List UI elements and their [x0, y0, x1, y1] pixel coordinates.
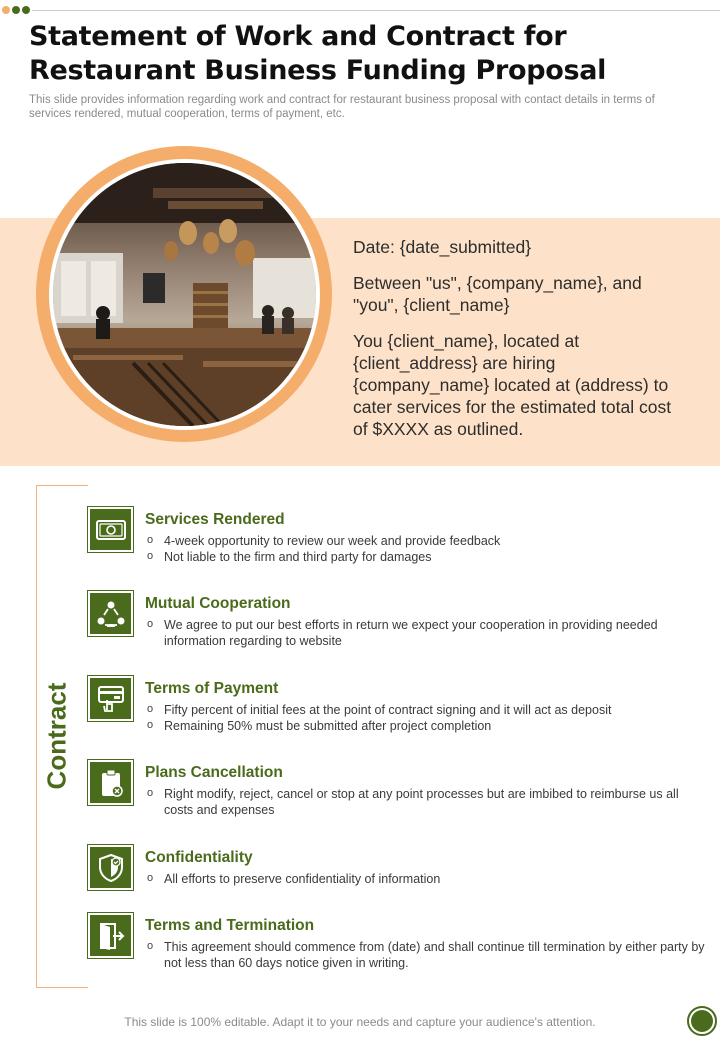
bullet-text: o This agreement should commence from (date) and shall continue till termination by either party by not less than 60 days notice given in writing. [145, 939, 705, 971]
parties-line: Between "us", {company_name}, and "you", {client_name} [353, 273, 642, 315]
bullet-text: o Remaining 50% must be submitted after project completion [145, 718, 705, 734]
shield-check-icon [88, 845, 133, 890]
engagement-line: You {client_name}, located at {client_address} are hiring {company_name} located at (address) to cater services for the estimated total cost of $XXXX as outlined. [353, 331, 672, 439]
dot-green [12, 6, 20, 14]
corner-badge [687, 1006, 717, 1036]
corner-badge-fill [691, 1010, 713, 1032]
slide-dots-decoration [2, 6, 30, 14]
page-title: Statement of Work and Contract for Restaurant Business Funding Proposal [29, 21, 607, 86]
item-title: Services Rendered [145, 511, 285, 528]
clipboard-cancel-icon [88, 760, 133, 805]
bullet-text: o All efforts to preserve confidentiality of information [145, 871, 705, 887]
item-bullets [145, 617, 705, 649]
header-divider [32, 10, 720, 11]
card-payment-icon [88, 676, 133, 721]
bullet-text: o 4-week opportunity to review our week and provide feedback [145, 533, 705, 549]
item-title: Plans Cancellation [145, 764, 283, 781]
item-title: Terms of Payment [145, 680, 279, 697]
item-bullets [145, 871, 705, 887]
item-bullets [145, 533, 705, 565]
item-title: Confidentiality [145, 849, 253, 866]
bullet-text: o Fifty percent of initial fees at the point of contract signing and it will act as deposit [145, 702, 705, 718]
footer-note: This slide is 100% editable. Adapt it to your needs and capture your audience's attention. [124, 1015, 596, 1029]
bullet-text: o Not liable to the firm and third party for damages [145, 549, 705, 565]
dot-orange [2, 6, 10, 14]
item-title: Terms and Termination [145, 917, 315, 934]
team-cooperation-icon [88, 591, 133, 636]
contract-label: Contract [41, 682, 72, 790]
dot-green-2 [22, 6, 30, 14]
agreement-summary [353, 236, 688, 454]
restaurant-interior-photo [53, 163, 316, 426]
item-title: Mutual Cooperation [145, 595, 291, 612]
exit-door-icon [88, 913, 133, 958]
item-bullets [145, 702, 705, 734]
bullet-text: o We agree to put our best efforts in return we expect your cooperation in providing needed information regarding to website [145, 617, 705, 649]
date-line: Date: {date_submitted} [353, 237, 532, 257]
item-bullets [145, 786, 705, 818]
page-subtitle: This slide provides information regarding work and contract for restaurant business proposal with contact details in terms of services rendered, mutual cooperation, terms of payment, etc. [29, 94, 655, 120]
money-bill-icon [88, 507, 133, 552]
bullet-text: o Right modify, reject, cancel or stop at any point processes but are imbibed to reimburse us all costs and expenses [145, 786, 705, 818]
item-bullets [145, 939, 705, 971]
